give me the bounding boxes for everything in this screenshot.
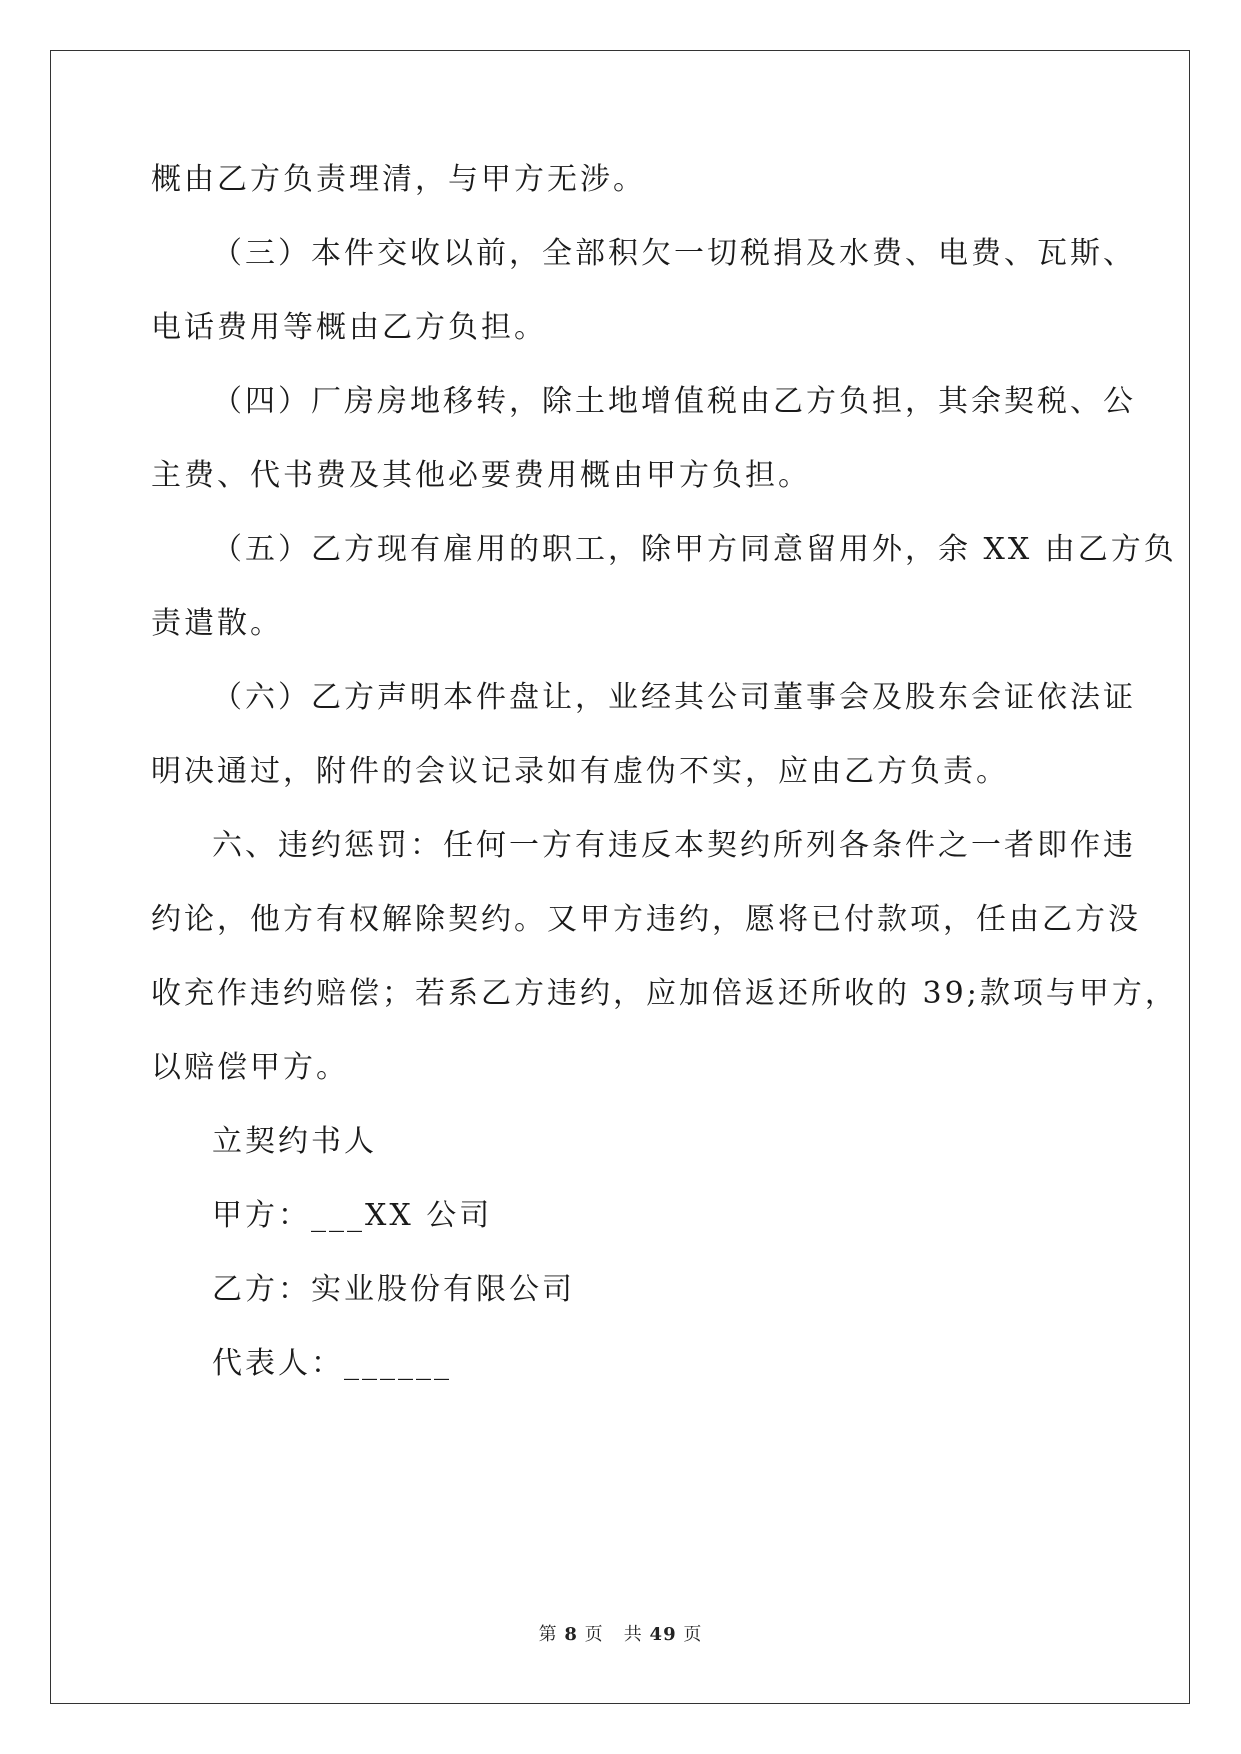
paragraph-line: 主费、代书费及其他必要费用概由甲方负担。 [151, 458, 811, 493]
footer-mid: 页 共 [584, 1624, 643, 1645]
paragraph-line: 明决通过，附件的会议记录如有虚伪不实，应由乙方负责。 [151, 754, 1009, 789]
paragraph-line: 概由乙方负责理清，与甲方无涉。 [151, 162, 646, 197]
page-border [50, 50, 1190, 1704]
paragraph-line: 电话费用等概由乙方负担。 [151, 310, 547, 345]
party-a-line: 甲方：___XX 公司 [212, 1198, 493, 1233]
paragraph-line: （六）乙方声明本件盘让，业经其公司董事会及股东会证依法证 [212, 680, 1136, 715]
paragraph-line: 收充作违约赔偿；若系乙方违约，应加倍返还所收的 39;款项与甲方， [151, 976, 1178, 1011]
paragraph-line: （四）厂房房地移转，除土地增值税由乙方负担，其余契税、公 [212, 384, 1136, 419]
signatory-heading: 立契约书人 [212, 1124, 377, 1159]
paragraph-line: 六、违约惩罚：任何一方有违反本契约所列各条件之一者即作违 [212, 828, 1136, 863]
paragraph-line: （三）本件交收以前，全部积欠一切税捐及水费、电费、瓦斯、 [212, 236, 1136, 271]
representative-line: 代表人：______ [212, 1346, 452, 1381]
party-b-line: 乙方：实业股份有限公司 [212, 1272, 575, 1307]
current-page-number: 8 [564, 1624, 578, 1645]
page-footer [0, 1620, 1241, 1646]
footer-suffix: 页 [683, 1624, 703, 1645]
paragraph-line: 以赔偿甲方。 [151, 1050, 349, 1085]
total-page-number: 49 [649, 1624, 677, 1645]
paragraph-line: 约论，他方有权解除契约。又甲方违约，愿将已付款项，任由乙方没 [151, 902, 1141, 937]
footer-prefix: 第 [538, 1624, 558, 1645]
paragraph-line: （五）乙方现有雇用的职工，除甲方同意留用外，余 XX 由乙方负 [212, 532, 1177, 567]
paragraph-line: 责遣散。 [151, 606, 283, 641]
